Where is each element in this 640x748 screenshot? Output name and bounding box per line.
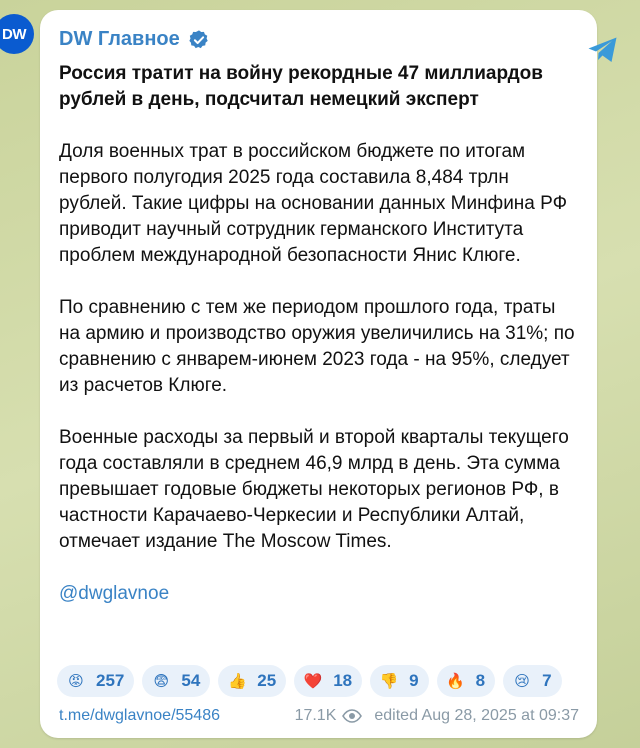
reaction-angry[interactable] <box>57 665 134 697</box>
channel-handle-link[interactable]: @dwglavnoe <box>59 583 170 604</box>
telegram-share-icon <box>587 36 619 64</box>
share-button[interactable] <box>585 32 621 68</box>
reactions-bar <box>57 665 562 697</box>
verified-badge-icon <box>188 29 210 51</box>
heart-icon: ❤️ <box>303 672 323 690</box>
edited-timestamp: edited Aug 28, 2025 at 09:37 <box>374 707 579 724</box>
post-link[interactable]: t.me/dwglavnoe/55486 <box>59 707 220 724</box>
reaction-crying[interactable] <box>503 665 561 697</box>
view-counter <box>295 707 363 725</box>
thumbs-down-icon: 👎 <box>379 672 399 690</box>
fire-icon: 🔥 <box>446 672 465 690</box>
message-text <box>59 61 579 607</box>
channel-name[interactable]: DW Главное <box>59 28 180 50</box>
reaction-count: 257 <box>96 671 125 690</box>
reaction-count: 25 <box>257 671 277 690</box>
eye-icon <box>342 709 362 723</box>
crying-face-icon: 😢 <box>514 672 530 690</box>
thumbs-up-icon: 👍 <box>227 672 247 690</box>
paragraph-1: Доля военных трат в российском бюджете по итогам первого полугодия 2025 года составила 8,484 трлн рублей. Такие цифры на основании данных Минфина РФ приводит научный сотрудник германского Института проблем международной безопасности Янис Клюге. <box>59 141 568 266</box>
reaction-thumbs-up[interactable] <box>218 665 286 697</box>
reaction-fearful[interactable] <box>142 665 210 697</box>
reaction-count: 7 <box>542 671 552 690</box>
reaction-count: 18 <box>333 671 353 690</box>
paragraph-2: По сравнению с тем же периодом прошлого года, траты на армию и производство оружия увеличились на 31%; по сравнению с январем-июнем 2023 года - на 95%, следует из расчетов Клюге. <box>59 297 575 396</box>
reaction-count: 54 <box>181 671 201 690</box>
fearful-face-icon: 😨 <box>153 672 170 690</box>
message-header <box>59 28 210 51</box>
channel-avatar[interactable]: DW <box>0 14 34 54</box>
reaction-fire[interactable] <box>437 665 495 697</box>
angry-face-icon: 😡 <box>68 672 84 690</box>
message-bubble <box>40 10 597 738</box>
message-footer <box>59 706 579 726</box>
reaction-count: 8 <box>475 671 486 690</box>
post-title: Россия тратит на войну рекордные 47 миллиардов рублей в день, подсчитал немецкий эксперт <box>59 63 543 110</box>
views-count: 17.1K <box>294 707 337 724</box>
paragraph-3: Военные расходы за первый и второй кварталы текущего года составляли в среднем 46,9 млрд в день. Эта сумма превышает годовые бюджеты некоторых регионов РФ, в частности Карачаево-Черкесии и Республики Алтай, отмечает издание The Moscow Times. <box>59 427 569 552</box>
reaction-heart[interactable] <box>294 665 362 697</box>
reaction-thumbs-down[interactable] <box>370 665 428 697</box>
reaction-count: 9 <box>409 671 419 690</box>
